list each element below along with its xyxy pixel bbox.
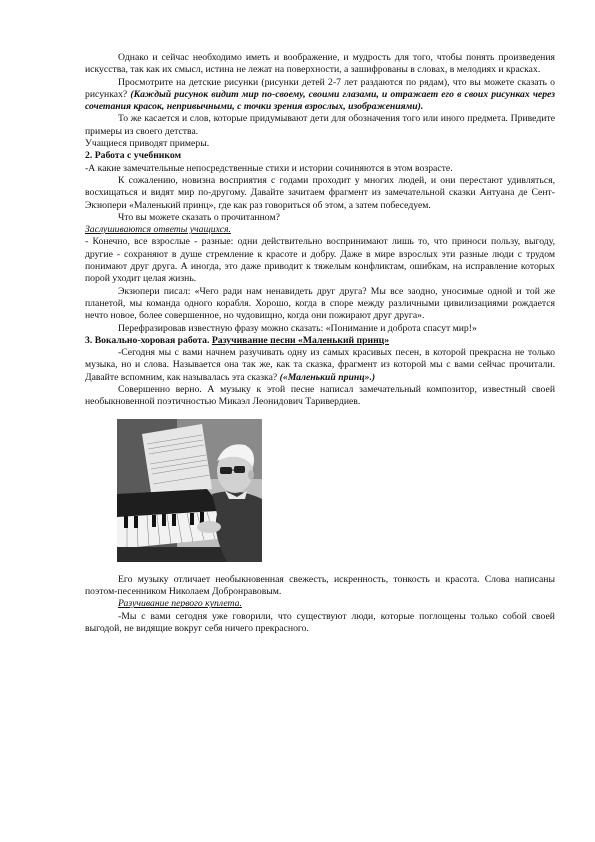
section-heading — [85, 335, 555, 347]
paragraph: К сожалению, новизна восприятия с годами проходит у многих людей, и они перестают удивляться, восхищаться и видят мир по-другому. Давайте зачитаем фрагмент из замечательной сказки Антуана де Сент-Экзюпери «Маленький принц», где как раз говориться об этом, а затем побеседуем. — [85, 174, 555, 211]
emphasis-text: («Маленький принц».) — [279, 371, 376, 383]
document-page — [85, 52, 555, 635]
heading-part-underlined: Разучивание песни «Маленький принц» — [211, 334, 390, 346]
paragraph — [85, 77, 555, 114]
paragraph: - Конечно, все взрослые - разные: одни действительно воспринимают лишь то, что приноси пользу, выгоду, другие - сохраняют в душе стремление к красоте и добру. Даже в мире взрослых эти разные люди с трудом понимают друг друга. А иногда, это даже приводит к тяжелым конфликтам, ошибкам, на исправление которых порой уходит целая жизнь. — [85, 236, 555, 285]
paragraph: -Мы с вами сегодня уже говорили, что существуют люди, которые поглощены только собой своей выгодой, не видящие вокруг себя ничего прекрасного. — [85, 610, 555, 634]
paragraph: Перефразировав известную фразу можно сказать: «Понимание и доброта спасут мир!» — [118, 322, 477, 334]
paragraph: Совершенно верно. А музыку к этой песне написал замечательный композитор, известный своей необыкновенной поэтичностью Микаэл Леонидович Таривердиев. — [85, 384, 555, 408]
text: Просмотрите на детские рисунки (рисунки детей 2-7 лет раздаются по рядам), что вы можете сказать о рисунках? — [85, 76, 555, 100]
paragraph: Что вы можете сказать о прочитанном? — [118, 211, 280, 223]
note-text: Разучивание первого куплета. — [118, 598, 242, 610]
paragraph: Экзюпери писал: «Чего ради нам ненавидеть друг друга? Мы все заодно, уносимые одной и той же планетой, мы команда одного корабля. Хорошо, когда в споре между различными цивилизациями рождается нечто новое, более совершенное, но чудовищно, когда они пожирают друг друга». — [85, 285, 555, 322]
paragraph: Учащиеся приводят примеры. — [85, 138, 210, 150]
paragraph: Однако и сейчас необходимо иметь и воображение, и мудрость для того, чтобы понять произведения искусства, так как их смысл, истина не лежат на поверхности, а зашифрованы в словах, в мелодиях и красках. — [85, 52, 555, 76]
paragraph: -А какие замечательные непосредственные стихи и истории сочиняются в этом возрасте. — [85, 162, 453, 174]
paragraph: То же касается и слов, которые придумывают дети для обозначения того или иного предмета. Приведите примеры из своего детства. — [85, 113, 555, 137]
emphasis-text: (Каждый рисунок видит мир по-своему, своими глазами, и отражает его в своих рисунках через сочетания красок, непривычными, с точки зрения взрослых, изображениями). — [85, 88, 555, 113]
section-heading: 2. Работа с учебником — [85, 150, 182, 162]
composer-photo — [117, 419, 262, 562]
paragraph — [85, 347, 555, 384]
photo-container — [85, 419, 555, 564]
note-text: Заслушиваются ответы учащихся. — [85, 224, 231, 236]
paragraph: Его музыку отличает необыкновенная свежесть, искренность, тонкость и красота. Слова написаны поэтом-песенником Николаем Добронравовым. — [85, 573, 555, 597]
text: -Сегодня мы с вами начнем разучивать одну из самых красивых песен, в которой прекрасна не только музыка, но и слова. Называется она так же, как та сказка, фрагмент из которой мы с вами сейчас прочитали. Давайте вспомним, как называлась эта сказка? — [85, 347, 555, 383]
heading-part: 3. Вокально-хоровая работа. — [85, 334, 212, 346]
